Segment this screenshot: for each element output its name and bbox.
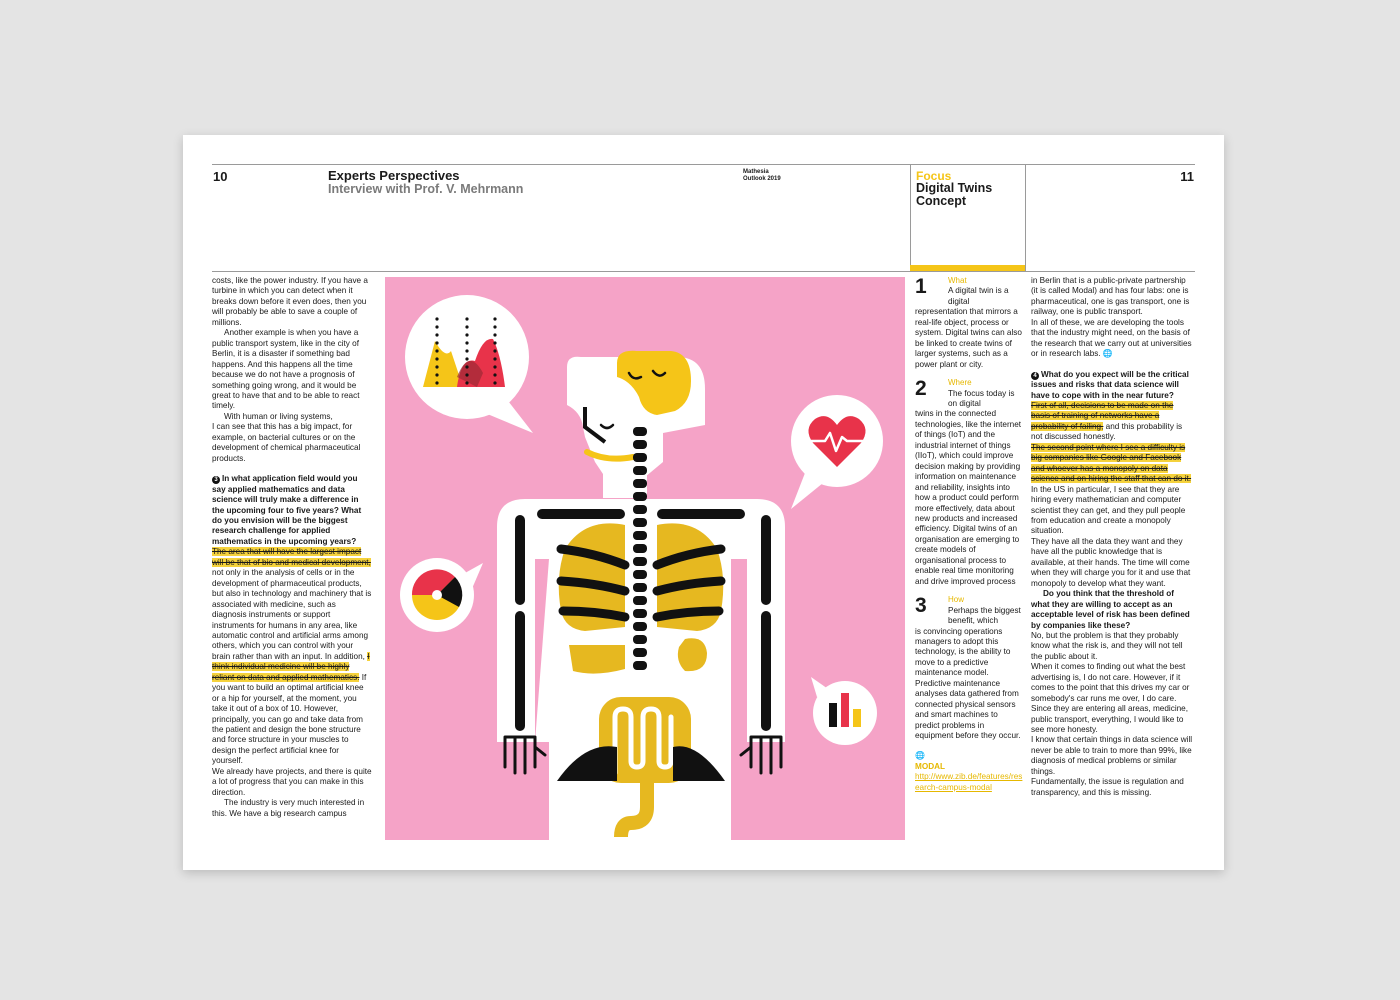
concept-label: How xyxy=(948,595,965,605)
question-5: Do you think that the threshold of what they are willing to accept as an acceptable level of risk has been defined by companies like these? xyxy=(1031,589,1190,630)
paragraph: We already have projects, and there is quite a lot of progress that you can make in this direction. xyxy=(212,766,372,797)
concept-text: twins in the connected technologies, like the internet of things (IoT) and the industrial internet of things (IIoT), which could improve decision making by providing information on maintenance and reliability, insights into how a product could perform more effectively, data about new products and increased efficiency. Digital twins of an organisation are emerging to create models of organisational process to enable real time monitoring and drive improved process xyxy=(915,409,1022,586)
header-rule xyxy=(212,164,1195,165)
concept-lead: The focus today is on digital xyxy=(948,388,1015,408)
highlighted-text: I think individual medicine will be highly reliant on data and applied mathematics. xyxy=(212,651,370,682)
answer-text: and this probability is not discussed honestly. xyxy=(1031,421,1183,442)
paragraph xyxy=(1031,318,1193,360)
question-number-badge: 3 xyxy=(212,476,220,484)
page-number-right: 11 xyxy=(1180,169,1194,184)
globe-icon: 🌐 xyxy=(915,751,925,761)
concept-1 xyxy=(915,276,1023,370)
focus-title: Digital Twins Concept xyxy=(916,181,993,208)
highlighted-text: The area that will have the largest impact will be that of bio and medical development, xyxy=(212,547,371,567)
concept-number: 1 xyxy=(915,276,927,298)
concept-text: representation that mirrors a real-life object, process or system. Digital twins can also be linked to create twins of larger systems, such as a power plant or city. xyxy=(915,307,1022,369)
paragraph: costs, like the power industry. If you have a turbine in which you can detect when it breaks down before it even does, then you will probably be able to save a couple of millions. xyxy=(212,276,368,327)
pie-chart-icon xyxy=(412,569,462,620)
paragraph: When it comes to finding out what the best advertising is, I do not care. However, if it comes to the point that this drives my car or somebody's car runs me over, I do care. Since they are entering all areas, medicine, public transport, everything, I would like to see more honesty. xyxy=(1031,662,1190,735)
skeleton-illustration xyxy=(385,277,905,840)
answer-4-continued xyxy=(1031,443,1193,537)
modal-link[interactable]: http://www.zib.de/features/research-campus-modal xyxy=(915,772,1023,792)
focus-accent-bar xyxy=(910,265,1025,271)
modal-reference xyxy=(915,751,1023,793)
question-3 xyxy=(212,474,372,547)
concept-2 xyxy=(915,378,1023,587)
paragraph: I can see that this has a big impact, for example, on bacterial cultures or on the development of chemical pharmaceutical products. xyxy=(212,422,361,463)
liver xyxy=(569,645,625,674)
paragraph: No, but the problem is that they probably know what the risk is, and they will not tell the public about it. xyxy=(1031,630,1183,661)
paragraph: They have all the data they want and they have all the public knowledge that is available, at their hands. The time will come when they will charge you for it and use that monopoly to develop what they want. xyxy=(1031,536,1191,588)
globe-icon: 🌐 xyxy=(1102,349,1113,359)
concept-lead: Perhaps the biggest benefit, which xyxy=(948,605,1021,626)
right-text-column xyxy=(1031,276,1193,843)
paragraph: Another example is when you have a public transport system, like in the city of Berlin, it is a disaster if something bad happens. And this happens all the time because we do not have a prognosis of something going wrong, and it would be great to have that and to be able to react timely. xyxy=(212,328,360,411)
magazine-spread xyxy=(183,135,1224,870)
stomach xyxy=(678,638,707,671)
paragraph: The industry is very much interested in this. We have a big research campus xyxy=(212,798,365,818)
question-text: In what application field would you say applied mathematics and data science will truly make a difference in the upcoming four to five years? What do you envision will be the biggest research challenge for applied mathematics in the upcoming years? xyxy=(212,474,362,546)
content-rule xyxy=(212,271,1195,272)
focus-divider-right xyxy=(1025,164,1026,272)
concept-label: Where xyxy=(948,378,972,388)
concept-text: is convincing operations managers to adopt this technology, is the ability to move to a predictive maintenance model. Predictive maintenance analyses data gathered from connected physical sensors and smart machines to predict problems in equipment before they occur. xyxy=(915,626,1021,741)
answer-4 xyxy=(1031,401,1193,443)
answer-3 xyxy=(212,547,372,767)
question-text: What do you expect will be the critical issues and risks that data science will have to cope with in the near future? xyxy=(1031,369,1189,400)
answer-text: In the US in particular, I see that they are hiring every mathematician and computer scientist they can get, and they pull people from education and create a monopoly situation. xyxy=(1031,484,1186,536)
concept-number: 3 xyxy=(915,594,927,618)
magazine-name xyxy=(743,169,781,182)
section-title: Experts Perspectives xyxy=(328,168,460,183)
focus-label: Focus xyxy=(916,169,952,183)
focus-divider-left xyxy=(910,164,911,272)
paragraph: With human or living systems, xyxy=(224,411,333,421)
section-subtitle: Interview with Prof. V. Mehrmann xyxy=(328,182,524,196)
concept-3 xyxy=(915,595,1023,741)
answer-text: If you want to build an optimal artificial knee or a hip for yourself, at the moment, you take it out of a box of 10. However, principally, you can go and take data from the patient and design the bone structure and force structure in your muscles to design the perfect artificial knee for yourself. xyxy=(212,672,367,766)
concepts-column xyxy=(915,276,1023,843)
paragraph-text: In all of these, we are developing the tools that the industry might need, on the basis of the research that we carry out at universities or in research labs. xyxy=(1031,317,1192,359)
question-4 xyxy=(1031,370,1193,401)
paragraph: I know that certain things in data science will never be able to train to more than 99%, like diagnosis of medical problems or similar things. xyxy=(1031,735,1193,776)
magazine-name-line2: Outlook 2019 xyxy=(743,175,781,182)
paragraph: in Berlin that is a public-private partnership (it is called Modal) and has four labs: one is pharmaceutical, one is gas transport, one is railway, one is public transport. xyxy=(1031,276,1190,317)
modal-title: MODAL xyxy=(915,761,946,771)
paragraph: Fundamentally, the issue is regulation and transparency, and this is missing. xyxy=(1031,777,1184,797)
highlighted-text: First of all, decisions to be made on the basis of training of networks have a probability of failing, xyxy=(1031,400,1174,431)
question-number-badge: 4 xyxy=(1031,372,1039,380)
page-number-left: 10 xyxy=(213,169,228,184)
concept-label: What xyxy=(948,276,967,285)
left-text-column xyxy=(212,276,372,843)
concept-lead: A digital twin is a digital xyxy=(948,286,1009,306)
magazine-name-line1: Mathesia xyxy=(743,169,769,175)
answer-text: not only in the analysis of cells or in the development of pharmaceutical products, but also in technology and machinery that is associated with medicine, such as diagnosis instruments or support instruments for humans in any area, like automatic control and artificial arms among others, which you can control with your brain rather than with an input. In addition, xyxy=(212,568,372,661)
highlighted-text: The second point where I see a difficulty is big companies like Google and Facebook and whoever has a monopoly on data science and on hiring the staff that can do it. xyxy=(1031,442,1192,484)
concept-number: 2 xyxy=(915,377,927,401)
